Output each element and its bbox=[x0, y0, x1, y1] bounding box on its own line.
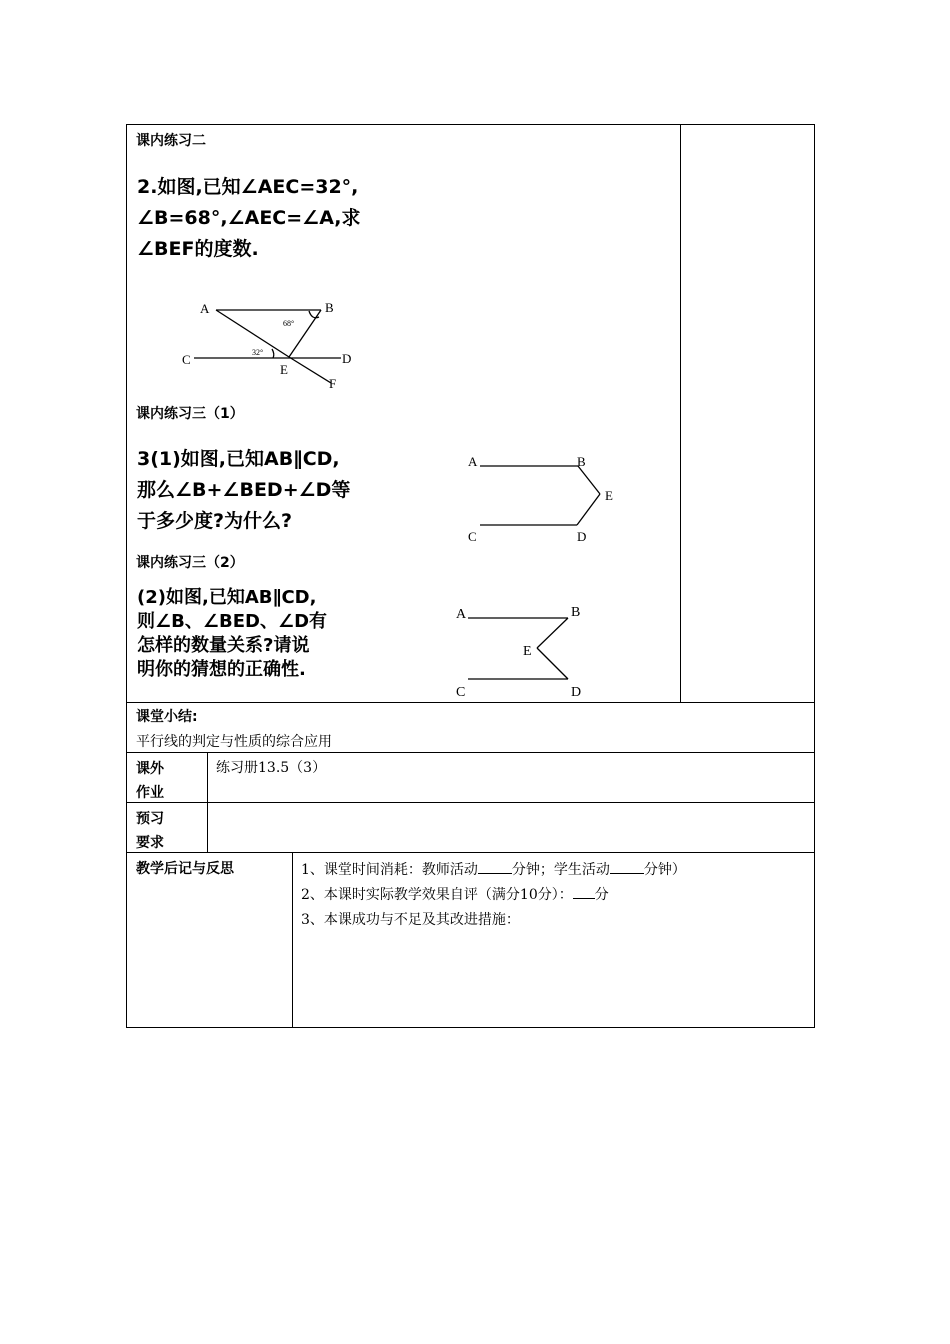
label-a: A bbox=[456, 607, 467, 622]
problem-line: 明你的猜想的正确性. bbox=[137, 659, 306, 680]
exercise2-header: 课内练习二 bbox=[136, 133, 206, 149]
reflection-item-score: 2、本课时实际教学效果自评（满分10分）： 分 bbox=[301, 887, 609, 903]
label-c: C bbox=[456, 685, 466, 698]
label-a: A bbox=[200, 301, 210, 316]
problem-line: 3(1)如图,已知AB∥CD, bbox=[137, 448, 340, 470]
blank-teacher-minutes[interactable] bbox=[478, 861, 512, 874]
column-divider bbox=[680, 124, 681, 702]
label-e: E bbox=[280, 362, 288, 377]
table-border-left bbox=[126, 124, 127, 1028]
label-e: E bbox=[605, 488, 613, 503]
table-border-top bbox=[126, 124, 815, 125]
homework-text: 练习册13.5（3） bbox=[216, 760, 327, 776]
exercise2-problem bbox=[137, 172, 360, 265]
exercise2-figure bbox=[176, 290, 366, 395]
label-a: A bbox=[468, 454, 478, 469]
label-d: D bbox=[571, 685, 582, 698]
angle-e-label: 32° bbox=[252, 348, 264, 357]
problem-line: 怎样的数量关系?请说 bbox=[137, 635, 310, 656]
label-b: B bbox=[571, 605, 581, 620]
table-border-right bbox=[814, 124, 815, 1028]
exercise3-1-header: 课内练习三（1） bbox=[136, 406, 244, 422]
label-d: D bbox=[577, 529, 587, 544]
row-divider bbox=[126, 852, 815, 853]
exercise3-2-header: 课内练习三（2） bbox=[136, 555, 244, 571]
label-f: F bbox=[329, 376, 337, 391]
problem-line: ∠B=68°,∠AEC=∠A,求 bbox=[137, 207, 361, 229]
exercise3-2-problem bbox=[137, 586, 327, 682]
problem-line: 则∠B、∠BED、∠D有 bbox=[137, 611, 328, 632]
column-divider bbox=[292, 852, 293, 1027]
problem-line: (2)如图,已知AB∥CD, bbox=[137, 587, 317, 608]
exercise3-1-figure bbox=[460, 448, 625, 548]
problem-line: 于多少度?为什么? bbox=[137, 510, 293, 532]
reflection-item-time: 1、课堂时间消耗：教师活动 分钟；学生活动 分钟） bbox=[301, 862, 686, 878]
blank-score[interactable] bbox=[573, 886, 595, 899]
row-divider bbox=[126, 752, 815, 753]
label-d: D bbox=[342, 351, 352, 366]
label-b: B bbox=[325, 300, 334, 315]
homework-label: 课外 作业 bbox=[136, 761, 164, 801]
exercise3-1-problem bbox=[137, 444, 350, 537]
label-e: E bbox=[523, 644, 532, 659]
problem-line: 2.如图,已知∠AEC=32°, bbox=[137, 176, 359, 198]
angle-b-label: 68° bbox=[283, 319, 295, 328]
reflection-items bbox=[301, 858, 686, 933]
table-border-bottom bbox=[126, 1027, 815, 1028]
blank-student-minutes[interactable] bbox=[610, 861, 644, 874]
preview-label: 预习 要求 bbox=[136, 811, 164, 851]
row-divider bbox=[126, 702, 815, 703]
reflection-label: 教学后记与反思 bbox=[136, 861, 234, 877]
reflection-item-improvement: 3、本课成功与不足及其改进措施： bbox=[301, 912, 520, 928]
label-c: C bbox=[468, 529, 477, 544]
summary-text: 平行线的判定与性质的综合应用 bbox=[136, 734, 332, 750]
problem-line: 那么∠B+∠BED+∠D等 bbox=[137, 479, 351, 501]
column-divider bbox=[207, 752, 208, 852]
label-c: C bbox=[182, 352, 191, 367]
exercise3-2-figure bbox=[450, 598, 600, 698]
problem-line: ∠BEF的度数. bbox=[137, 238, 259, 260]
label-b: B bbox=[577, 454, 586, 469]
row-divider bbox=[126, 802, 815, 803]
summary-header: 课堂小结: bbox=[136, 709, 198, 725]
